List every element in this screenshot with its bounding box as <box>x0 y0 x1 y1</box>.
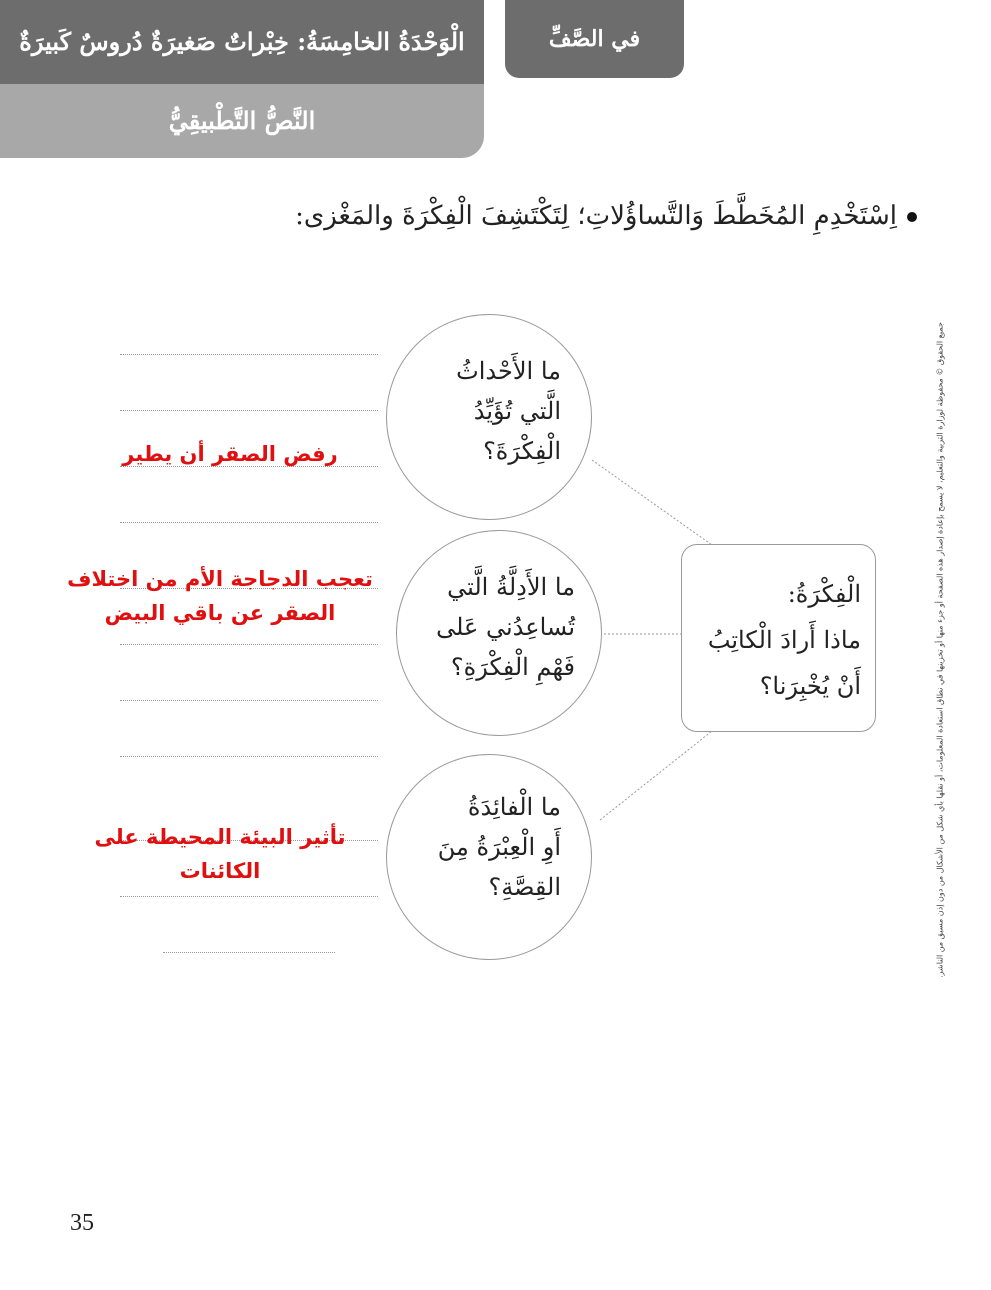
question-circle-events <box>386 314 592 520</box>
writing-line[interactable] <box>120 522 378 523</box>
writing-line[interactable] <box>120 354 378 355</box>
connector-bottom <box>600 731 712 820</box>
question-circle-evidence <box>396 530 602 736</box>
answer-lesson[interactable] <box>80 820 360 888</box>
writing-line[interactable] <box>120 410 378 411</box>
answer-line: رفض الصقر أن يطير <box>122 442 338 466</box>
question-circle-lesson <box>386 754 592 960</box>
circle-line: ما الْفائِدَةُ <box>467 793 561 821</box>
copyright-notice <box>920 310 960 990</box>
page-number: 35 <box>70 1210 94 1236</box>
box-line: أَنْ يُخْبِرَنا؟ <box>759 672 861 700</box>
answer-line: الكائنات <box>179 859 261 883</box>
box-line: الْفِكْرَةُ: <box>787 580 861 608</box>
box-line: ماذا أَرادَ الْكاتِبُ <box>707 626 861 654</box>
writing-line[interactable] <box>120 700 378 701</box>
circle-line: أَوِ الْعِبْرَةُ مِنَ <box>437 833 561 861</box>
answer-line: الصقر عن باقي البيض <box>104 601 336 625</box>
circle-line: القِصَّةِ؟ <box>488 873 561 901</box>
circle-line: تُساعِدُني عَلى <box>436 613 575 641</box>
subtitle: النَّصُّ التَّطْبيقِيُّ <box>168 106 316 135</box>
class-label: في الصَّفِّ <box>548 26 641 52</box>
answer-line: تعجب الدجاجة الأم من اختلاف <box>67 567 373 591</box>
writing-line[interactable] <box>120 896 378 897</box>
answer-evidence[interactable] <box>60 562 380 630</box>
unit-title: الْوَحْدَةُ الخامِسَةُ: خِبْراتٌ صَغيرَةٌ دُروسٌ كَبيرَةٌ <box>19 27 465 56</box>
answer-line: تأثير البيئة المحيطة على <box>94 825 346 849</box>
circle-line: الْفِكْرَةَ؟ <box>483 437 561 465</box>
writing-line[interactable] <box>163 952 335 953</box>
circle-line: ما الأَدِلَّةُ الَّتي <box>447 573 575 601</box>
writing-line[interactable] <box>120 756 378 757</box>
answer-events[interactable] <box>100 437 360 471</box>
copyright-text: جميع الحقوق © محفوظة لوزارة التربية والتعليم، لا يسمح بإعادة إصدار هذه الصفحة أو جزء منها أو تخزينها في نطاق استعادة المعلومات، أو نقلها بأي شكل من الأشكال من دون إذن مسبق من الناشر. <box>935 322 945 978</box>
connector-top <box>592 460 712 545</box>
circle-line: ما الأَحْداثُ <box>456 357 561 385</box>
writing-line[interactable] <box>120 644 378 645</box>
main-idea-box <box>681 544 876 732</box>
circle-line: فَهْمِ الْفِكْرَةِ؟ <box>450 653 575 681</box>
circle-line: الَّتي تُؤَيِّدُ <box>473 397 561 425</box>
instruction-text: اِسْتَخْدِمِ المُخَطَّطَ وَالتَّساؤُلاتِ؛ لِتَكْتَشِفَ الْفِكْرَةَ والمَغْزى: <box>295 201 897 231</box>
